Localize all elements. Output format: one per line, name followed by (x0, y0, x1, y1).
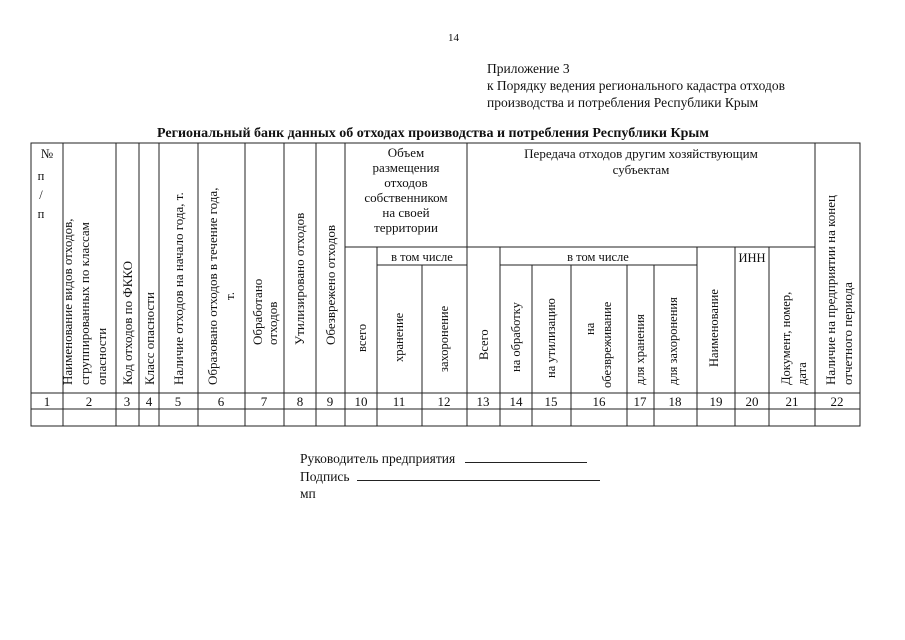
appendix-line-3: производства и потребления Республики Крым (487, 95, 759, 110)
header-placement-6: территории (374, 220, 438, 235)
header-pp-2: п (37, 207, 45, 221)
header-placement-5: на своей (382, 205, 430, 220)
head-signature-line[interactable] (465, 450, 587, 463)
column-number: 13 (476, 394, 490, 409)
column-number: 8 (296, 394, 304, 409)
appendix-line-1: Приложение 3 (487, 61, 570, 76)
header-neutralized: Обезврежено отходов (323, 225, 338, 345)
column-number: 5 (174, 394, 182, 409)
header-document-2: дата (795, 362, 809, 385)
header-placement-4: собственником (364, 190, 448, 205)
footer-head-label: Руководитель предприятия (300, 451, 456, 466)
column-number: 6 (217, 394, 225, 409)
footer-signature-line (300, 468, 600, 485)
column-number: 2 (85, 394, 93, 409)
header-transfer-incl: в том числе (567, 250, 629, 264)
header-waste-name-3: опасности (94, 327, 109, 385)
header-generated-1: Образовано отходов в течение года, (205, 187, 220, 385)
header-burial: захоронение (437, 305, 451, 372)
header-for-burial: для захоронения (666, 297, 680, 385)
header-transfer-2: субъектам (612, 162, 670, 177)
header-processed-1: Обработано (250, 278, 265, 345)
document-title: Региональный банк данных об отходах производства и потребления Республики Крым (157, 126, 709, 141)
header-placement-incl: в том числе (391, 250, 453, 264)
header-for-storage: для хранения (633, 314, 647, 385)
header-to-utilization: на утилизацию (544, 298, 558, 378)
column-number: 16 (592, 394, 606, 409)
column-number: 17 (633, 394, 647, 409)
header-start-balance: Наличие отходов на начало года, т. (171, 192, 186, 385)
header-generated-2: т. (222, 292, 237, 300)
column-number: 7 (260, 394, 268, 409)
header-waste-name-2: сгруппированных по классам (77, 222, 92, 385)
header-placement-total: всего (355, 323, 369, 352)
page-number: 14 (448, 32, 459, 44)
column-number: 3 (123, 394, 131, 409)
column-number: 1 (43, 394, 51, 409)
column-number-row (44, 394, 844, 409)
header-to-processing: на обработку (509, 302, 523, 372)
header-storage: хранение (392, 312, 406, 362)
header-placement-2: размещения (372, 160, 440, 175)
column-number: 20 (745, 394, 759, 409)
header-pp-1: п (37, 169, 45, 183)
header-utilized: Утилизировано отходов (292, 212, 307, 345)
header-placement-3: отходов (384, 175, 428, 190)
header-document-1: Документ, номер, (779, 291, 793, 385)
header-to-neutralize-2: обезвреживание (600, 301, 614, 388)
header-waste-name-1: Наименование видов отходов, (60, 218, 75, 385)
header-hazard-class: Класс опасности (142, 292, 157, 385)
column-number: 14 (509, 394, 523, 409)
appendix-line-2: к Порядку ведения регионального кадастра отходов (487, 78, 785, 93)
column-number: 9 (326, 394, 334, 409)
column-number: 4 (145, 394, 153, 409)
header-fkko-code: Код отходов по ФККО (120, 260, 135, 385)
header-company-name: Наименование (707, 289, 721, 367)
column-number: 12 (437, 394, 451, 409)
column-number: 19 (709, 394, 723, 409)
column-number: 15 (544, 394, 558, 409)
header-inn: ИНН (738, 251, 766, 265)
footer-signature-label: Подпись (300, 469, 350, 484)
signature-field-line[interactable] (357, 468, 600, 481)
footer-stamp: мп (300, 486, 316, 501)
column-number: 11 (392, 394, 406, 409)
header-to-neutralize-1: на (583, 322, 597, 335)
column-number: 21 (785, 394, 799, 409)
column-number: 18 (668, 394, 682, 409)
header-transfer-1: Передача отходов другим хозяйствующим (524, 146, 758, 161)
header-placement-1: Объем (387, 145, 425, 160)
header-end-balance-1: Наличие на предприятии на конец (823, 195, 838, 385)
column-number: 10 (354, 394, 368, 409)
footer-head-line (300, 450, 587, 467)
header-processed-2: отходов (265, 301, 280, 345)
header-number-sign: № (40, 146, 54, 161)
header-end-balance-2: отчетного периода (840, 282, 855, 385)
header-transfer-total: Всего (477, 329, 491, 360)
column-number: 22 (830, 394, 844, 409)
header-pp-slash: / (39, 188, 43, 202)
